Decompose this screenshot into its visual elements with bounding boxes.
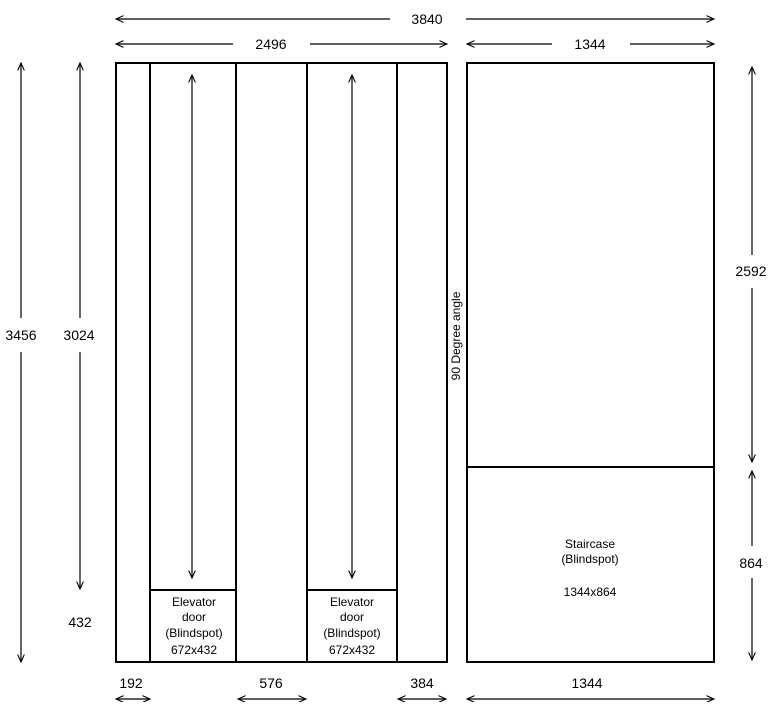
elevator-door-2-line2: door [339,610,365,624]
staircase-size: 1344x864 [563,585,617,599]
gap-between-doors-label: 576 [259,675,283,691]
upper-right-height-label: 2592 [735,263,767,279]
elevator-door-2-line1: Elevator [329,595,375,609]
right-wall-panel [467,63,714,662]
right-margin-label: 384 [410,675,434,691]
angle-note: 90 Degree angle [449,291,463,381]
elevator-door-2-line3: (Blindspot) [323,626,381,640]
staircase-line1: Staircase [564,537,616,551]
elevator-door-2-size: 672x432 [328,643,376,657]
staircase-height-label: 864 [739,555,763,571]
elevator-door-1-line3: (Blindspot) [165,626,223,640]
bottom-height-label: 432 [68,614,92,630]
total-height-label: 3456 [5,327,37,343]
right-width-label: 1344 [574,36,606,52]
left-margin-label: 192 [119,675,143,691]
elevator-door-1-line2: door [181,610,207,624]
staircase-width-label: 1344 [571,675,603,691]
elevator-door-1-size: 672x432 [170,643,218,657]
left-width-label: 2496 [255,36,287,52]
total-width-label: 3840 [411,11,443,27]
staircase-line2: (Blindspot) [561,552,619,566]
wall-height-label: 3024 [63,327,95,343]
elevator-door-1-line1: Elevator [171,595,217,609]
